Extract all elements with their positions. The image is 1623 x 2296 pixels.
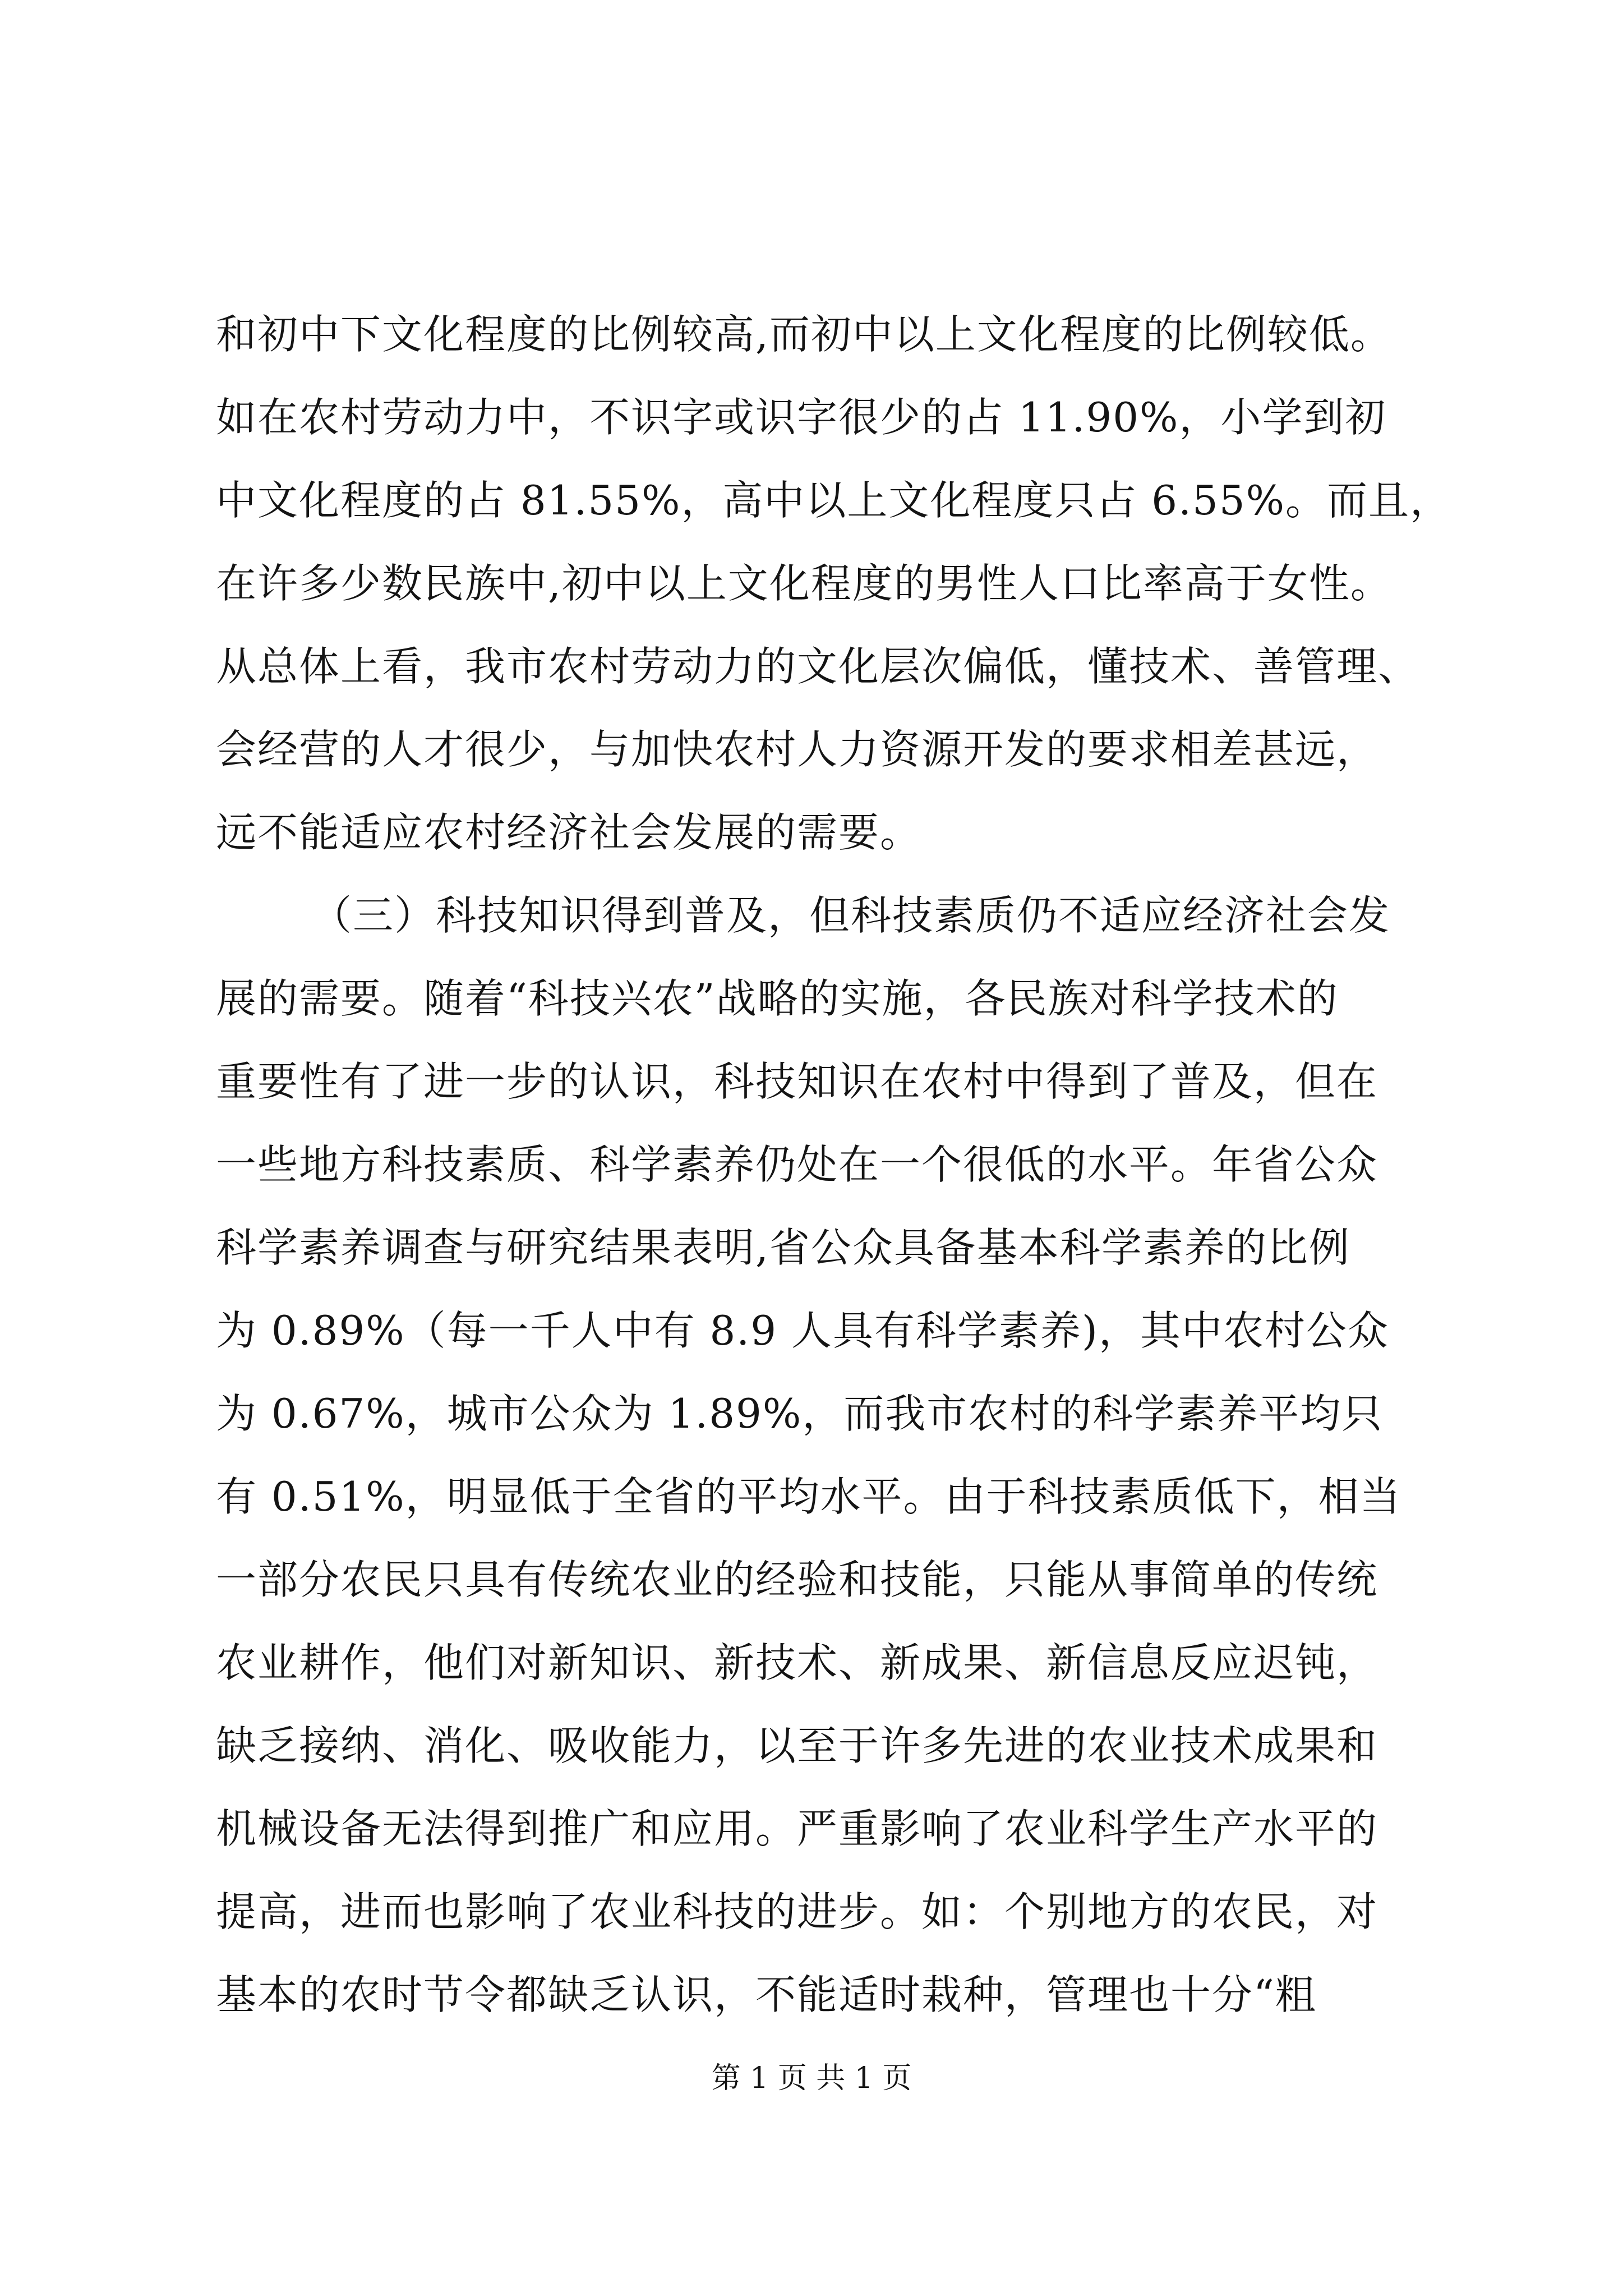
text-line: 机械设备无法得到推广和应用。严重影响了农业科学生产水平的 <box>216 1805 1378 1852</box>
text-line: 为 0.67%，城市公众为 1.89%，而我市农村的科学素养平均只 <box>216 1390 1384 1437</box>
text-line: 提高，进而也影响了农业科技的进步。如：个别地方的农民，对 <box>216 1888 1378 1935</box>
text-line: 农业耕作，他们对新知识、新技术、新成果、新信息反应迟钝， <box>216 1639 1378 1686</box>
text-line: 科学素养调查与研究结果表明,省公众具备基本科学素养的比例 <box>216 1224 1350 1271</box>
text-line: 缺乏接纳、消化、吸收能力，以至于许多先进的农业技术成果和 <box>216 1722 1378 1769</box>
text-line: 会经营的人才很少，与加快农村人力资源开发的要求相差甚远， <box>216 726 1378 773</box>
page-footer: 第 1 页 共 1 页 <box>711 2062 912 2095</box>
body-text <box>216 293 1450 2036</box>
text-line: 一部分农民只具有传统农业的经验和技能，只能从事简单的传统 <box>216 1556 1378 1603</box>
text-line: 远不能适应农村经济社会发展的需要。 <box>216 809 922 856</box>
text-line: 如在农村劳动力中，不识字或识字很少的占 11.90%，小学到初 <box>216 394 1387 441</box>
text-line: 为 0.89%（每一千人中有 8.9 人具有科学素养)，其中农村公众 <box>216 1307 1389 1354</box>
text-line: 中文化程度的占 81.55%，高中以上文化程度只占 6.55%。而且， <box>216 477 1452 524</box>
text-line: 基本的农时节令都缺乏认识，不能适时栽种，管理也十分“粗 <box>216 1971 1317 2018</box>
text-line: 重要性有了进一步的认识，科技知识在农村中得到了普及，但在 <box>216 1058 1378 1105</box>
text-line: 和初中下文化程度的比例较高,而初中以上文化程度的比例较低。 <box>216 311 1392 358</box>
text-line: 展的需要。随着“科技兴农”战略的实施，各民族对科学技术的 <box>216 975 1339 1022</box>
text-line: 有 0.51%，明显低于全省的平均水平。由于科技素质低下，相当 <box>216 1473 1401 1520</box>
text-line: 在许多少数民族中,初中以上文化程度的男性人口比率高于女性。 <box>216 560 1392 607</box>
text-line: 一些地方科技素质、科学素养仍处在一个很低的水平。年省公众 <box>216 1141 1378 1188</box>
section-heading-line: （三）科技知识得到普及，但科技素质仍不适应经济社会发 <box>311 892 1391 939</box>
text-line: 从总体上看，我市农村劳动力的文化层次偏低，懂技术、善管理、 <box>216 643 1420 690</box>
